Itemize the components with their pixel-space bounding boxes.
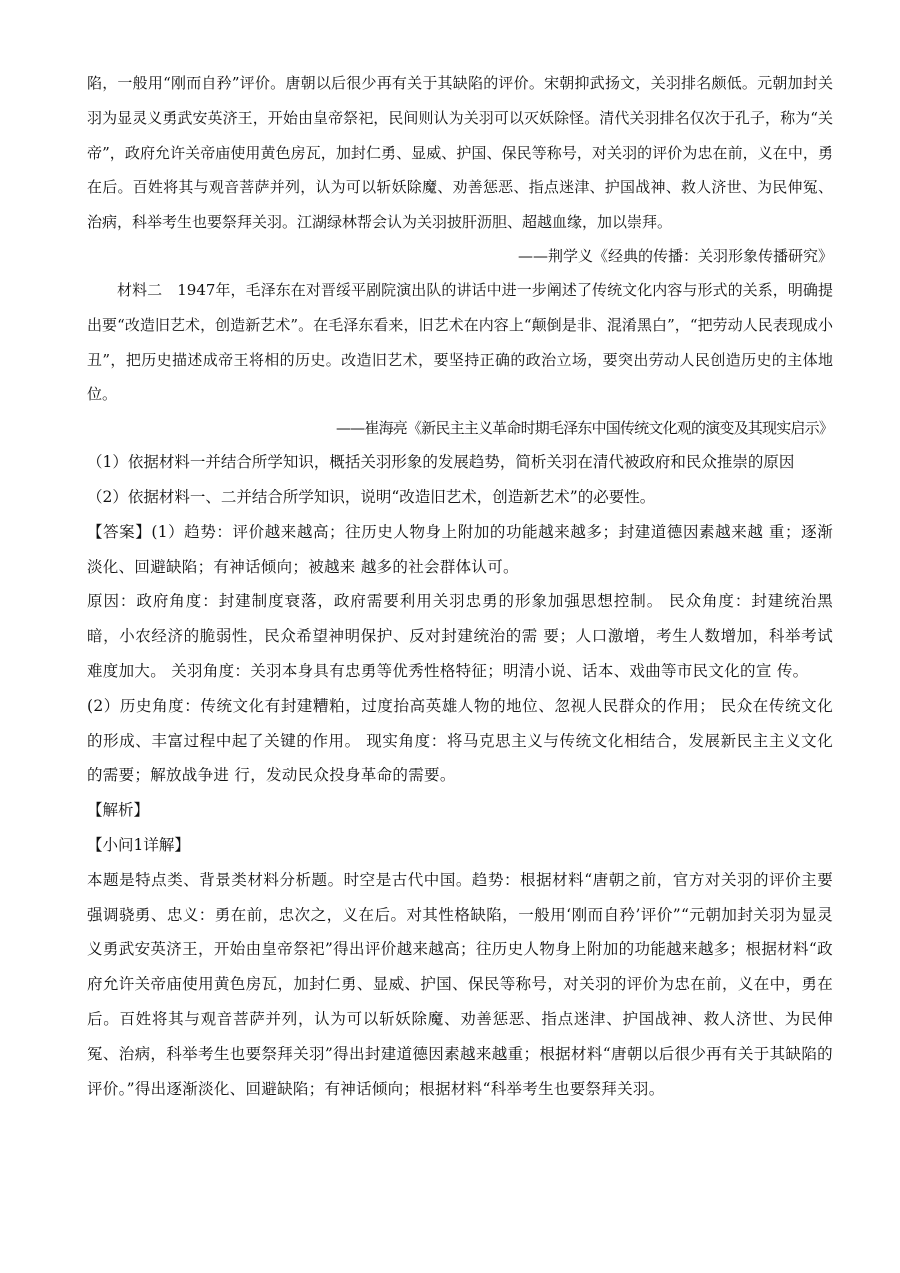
material-one-text: 陷，一般用“刚而自矜”评价。唐朝以后很少再有关于其缺陷的评价。宋朝抑武扬文，关羽排名颇低。元朝加封关羽为显灵义勇武安英济王，开始由皇帝祭祀，民间则认为关羽可以灭妖除怪。清代关羽排名仅次于孔子，称为“关帝”，政府允许关帝庙使用黄色房瓦，加封仁勇、显威、护国、保民等称号，对关羽的评价为忠在前，义在中，勇在后。百姓将其与观音菩萨并列，认为可以斩妖除魔、劝善惩恶、指点迷津、护国战神、救人济世、为民伸冤、治病，科举考生也要祭拜关羽。江湖绿林帮会认为关羽披肝沥胆、超越血缘，加以崇拜。 <box>87 74 833 232</box>
answer-part-1: 【答案】(1）趋势：评价越来越高；往历史人物身上附加的功能越来越多；封建道德因素越来越 重；逐渐淡化、回避缺陷；有神话倾向；被越来 越多的社会群体认可。 <box>87 522 833 576</box>
question-2: （2）依据材料一、二并结合所学知识，说明“改造旧艺术，创造新艺术”的必要性。 <box>87 487 656 506</box>
document-page <box>87 66 833 1106</box>
analysis-text: 本题是特点类、背景类材料分析题。时空是古代中国。趋势：根据材料“唐朝之前，官方对关羽的评价主要强调骁勇、忠义：勇在前，忠次之，义在后。对其性格缺陷，一般用‘刚而自矜’评价”“元朝加封关羽为显灵义勇武安英济王，开始由皇帝祭祀”得出评价越来越高；往历史人物身上附加的功能越来越多；根据材料“政府允许关帝庙使用黄色房瓦，加封仁勇、显威、护国、保民等称号，对关羽的评价为忠在前，义在中，勇在后。百姓将其与观音菩萨并列，认为可以斩妖除魔、劝善惩恶、指点迷津、护国战神、救人济世、为民伸冤、治病，科举考生也要祭拜关羽”得出封建道德因素越来越重；根据材料“唐朝以后很少再有关于其缺陷的评价。”得出逐渐淡化、回避缺陷；有神话倾向；根据材料“科举考生也要祭拜关羽。 <box>87 870 833 1098</box>
material-one-source: ——荆学义《经典的传播：关羽形象传播研究》 <box>517 246 833 265</box>
answer-part-2: (2）历史角度：传统文化有封建糟粕，过度抬高英雄人物的地位、忽视人民群众的作用； 民众在传统文化的形成、丰富过程中起了关键的作用。 现实角度：将马克思主义与传统文化相结合，发展新民主主义文化的需要；解放战争进 行，发动民众投身革命的需要。 <box>87 696 833 785</box>
answer-part-1-reasons: 原因：政府角度：封建制度衰落，政府需要利用关羽忠勇的形象加强思想控制。 民众角度：封建统治黑暗，小农经济的脆弱性，民众希望神明保护、反对封建统治的需 要；人口激增，考生人数增加，科举考试难度加大。 关羽角度：关羽本身具有忠勇等优秀性格特征；明清小说、话本、戏曲等市民文化的宣 传。 <box>87 592 833 680</box>
sub-question-heading: 【小问1详解】 <box>87 835 190 854</box>
material-two-source: ——崔海亮《新民主主义革命时期毛泽东中国传统文化观的演变及其现实启示》 <box>335 419 833 438</box>
material-two-text: 材料二 1947年，毛泽东在对晋绥平剧院演出队的讲话中进一步阐述了传统文化内容与形式的关系，明确提出要“改造旧艺术，创造新艺术”。在毛泽东看来，旧艺术在内容上“颠倒是非、混淆黑白”，“把劳动人民表现成小丑”，把历史描述成帝王将相的历史。改造旧艺术，要坚持正确的政治立场，要突出劳动人民创造历史的主体地位。 <box>87 280 833 404</box>
analysis-heading: 【解析】 <box>87 801 150 820</box>
question-1: （1）依据材料一并结合所学知识，概括关羽形象的发展趋势，简析关羽在清代被政府和民众推崇的原因 <box>87 453 795 472</box>
